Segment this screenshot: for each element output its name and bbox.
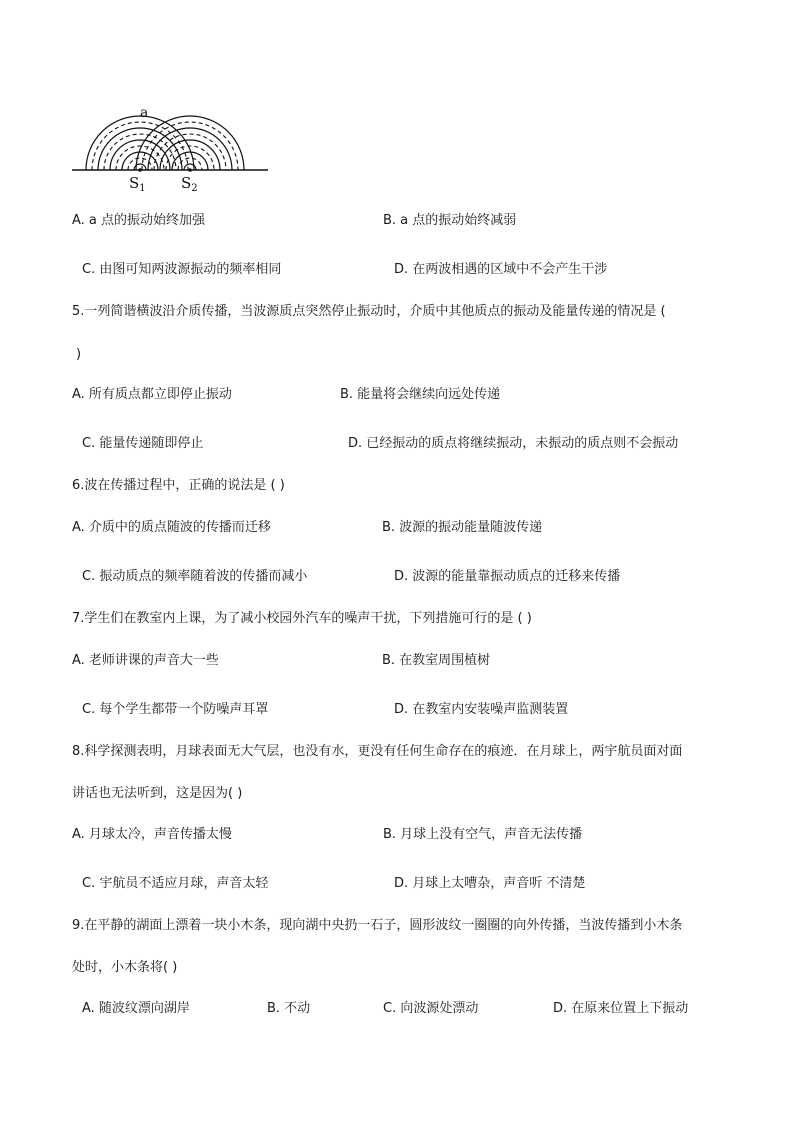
- q6-stem: 6.波在传播过程中，正确的说法是 ( ): [72, 478, 285, 493]
- q7-option-d: D. 在教室内安装噪声监测装置: [394, 702, 569, 717]
- q7-option-b: B. 在教室周围植树: [382, 653, 491, 668]
- q9-option-c: C. 向波源处漂动: [383, 1001, 479, 1016]
- source-s1-dot: [138, 168, 142, 172]
- q8-stem: 8.科学探测表明，月球表面无大气层，也没有水，更没有任何生命存在的痕迹．在月球上，两宇航员面对面: [72, 744, 683, 759]
- q5-option-c: C. 能量传递随即停止: [82, 436, 204, 451]
- q8-option-c: C. 宇航员不适应月球，声音太轻: [82, 876, 269, 891]
- q5-option-b: B. 能量将会继续向远处传递: [340, 387, 501, 402]
- point-a-label: a: [140, 105, 149, 121]
- q8-option-d: D. 月球上太嘈杂，声音听 不清楚: [394, 876, 586, 891]
- q9-option-b: B. 不动: [267, 1001, 311, 1016]
- q7-option-a: A. 老师讲课的声音大一些: [72, 653, 219, 668]
- wave-interference-figure: [70, 100, 280, 195]
- q9-option-a: A. 随波纹漂向湖岸: [82, 1001, 190, 1016]
- q5-stem: 5.一列简谐横波沿介质传播，当波源质点突然停止振动时，介质中其他质点的振动及能量传递的情况是 (: [72, 304, 666, 319]
- q7-option-c: C. 每个学生都带一个防噪声耳罩: [82, 702, 269, 717]
- q4-option-b: B. a 点的振动始终减弱: [383, 213, 517, 228]
- source-s2-label: $S_2$: [181, 174, 198, 194]
- q9-option-d: D. 在原来位置上下振动: [553, 1001, 689, 1016]
- q9-stem-continued: 处时，小木条将( ): [72, 960, 178, 975]
- q5-option-d: D. 已经振动的质点将继续振动，未振动的质点则不会振动: [348, 436, 679, 451]
- q7-stem: 7.学生们在教室内上课，为了减小校园外汽车的噪声干扰，下列措施可行的是 ( ): [72, 611, 532, 626]
- q8-stem-continued: 讲话也无法听到，这是因为( ): [72, 786, 243, 801]
- q5-option-a: A. 所有质点都立即停止振动: [72, 387, 232, 402]
- q6-option-b: B. 波源的振动能量随波传递: [382, 520, 543, 535]
- q8-option-b: B. 月球上没有空气，声音无法传播: [383, 827, 583, 842]
- q6-option-d: D. 波源的能量靠振动质点的迁移来传播: [394, 569, 621, 584]
- source-s2-dot: [188, 168, 192, 172]
- q6-option-c: C. 振动质点的频率随着波的传播而减小: [82, 569, 308, 584]
- q4-option-d: D. 在两波相遇的区域中不会产生干涉: [394, 262, 608, 277]
- q5-stem-end: ): [76, 347, 82, 362]
- source-s1-label: $S_1$: [129, 174, 146, 194]
- q9-stem: 9.在平静的湖面上漂着一块小木条，现向湖中央扔一石子，圆形波纹一圈圈的向外传播，当波传播到小木条: [72, 918, 683, 933]
- q8-option-a: A. 月球太冷，声音传播太慢: [72, 827, 232, 842]
- q6-option-a: A. 介质中的质点随波的传播而迁移: [72, 520, 271, 535]
- q4-option-c: C. 由图可知两波源振动的频率相同: [82, 262, 282, 277]
- q4-option-a: A. a 点的振动始终加强: [72, 213, 206, 228]
